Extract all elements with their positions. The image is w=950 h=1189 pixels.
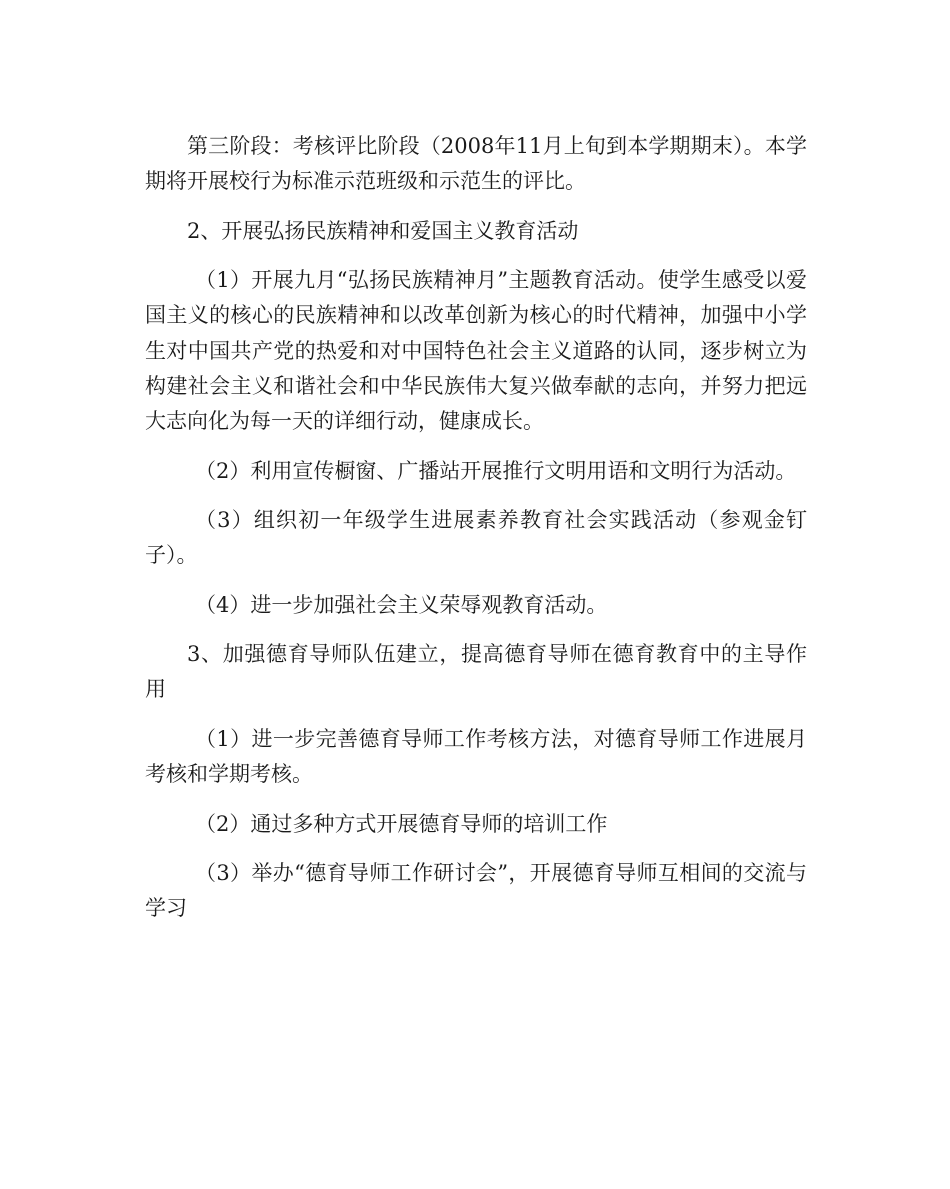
paragraph-item-1: （1）开展九月“弘扬民族精神月”主题教育活动。使学生感受以爱国主义的核心的民族精神和以改革创新为核心的时代精神，加强中小学生对中国共产党的热爱和对中国特色社会主义道路的认同，逐步树立为构建社会主义和谐社会和中华民族伟大复兴做奉献的志向，并努力把远大志向化为每一天的详细行动，健康成长。 (145, 268, 807, 434)
paragraph-item-2: （2）利用宣传橱窗、广播站开展推行文明用语和文明行为活动。 (195, 458, 797, 483)
paragraph-mentor-item-2: （2）通过多种方式开展德育导师的培训工作 (195, 811, 608, 836)
paragraph-mentor-item-1: （1）进一步完善德育导师工作考核方法，对德育导师工作进展月考核和学期考核。 (145, 726, 807, 787)
heading-national-spirit: 2、开展弘扬民族精神和爱国主义教育活动 (187, 218, 579, 243)
paragraph-mentor-item-3: （3）举办“德育导师工作研讨会”，开展德育导师互相间的交流与学习 (145, 861, 807, 921)
paragraph-item-3: （3）组织初一年级学生进展素养教育社会实践活动（参观金钉子）。 (145, 508, 807, 568)
paragraph-stage-three: 第三阶段：考核评比阶段（2008年11月上旬到本学期期末）。本学期将开展校行为标准示范班级和示范生的评比。 (145, 134, 807, 194)
document-body (145, 129, 807, 941)
heading-mentor-team: 3、加强德育导师队伍建立，提高德育导师在德育教育中的主导作用 (145, 642, 807, 702)
paragraph-item-4: （4）进一步加强社会主义荣辱观教育活动。 (195, 592, 608, 617)
